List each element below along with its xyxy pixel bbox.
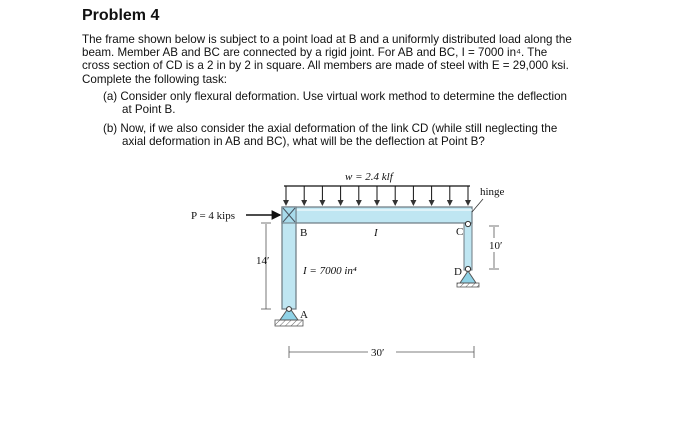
dimension-height-cd (488, 226, 512, 269)
dim-14-label: 14′ (256, 255, 270, 267)
load-p-label: P = 4 kips (191, 210, 235, 222)
problem-title: Problem 4 (82, 7, 160, 24)
column-i-label: I = 7000 in⁴ (303, 265, 357, 277)
dim-30-label: 30′ (371, 347, 385, 359)
hinge-label: hinge (480, 186, 505, 198)
point-b-label: B (300, 227, 308, 239)
support-a (275, 307, 303, 326)
dimension-height-ab (256, 223, 271, 309)
distributed-load-arrows (286, 186, 468, 205)
intro-line-1: The frame shown below is subject to a point load at B and a uniformly distributed load along the (82, 33, 572, 46)
task-b-line-1: (b) Now, if we also consider the axial deformation of the link CD (while still neglecting the (103, 122, 558, 135)
task-intro: Complete the following task: (82, 73, 227, 86)
point-a-label: A (300, 309, 308, 321)
support-a-ground (275, 320, 303, 326)
support-d-ground (457, 283, 479, 287)
intro-line-3: cross section of CD is a 2 in by 2 in square. All members are made of steel with E = 29,000 ksi. (82, 59, 569, 73)
beam-i-label: I (374, 227, 378, 239)
task-a-line-1: (a) Consider only flexural deformation. Use virtual work method to determine the deflection (103, 90, 567, 103)
dimension-span (289, 345, 474, 359)
load-w-label: w = 2.4 klf (345, 171, 393, 183)
point-c-label: C (456, 226, 464, 238)
distributed-load (284, 171, 470, 205)
dim-10-label: 10′ (489, 240, 503, 252)
hinge-a (287, 307, 292, 312)
link-cd (464, 223, 472, 270)
point-load-p (191, 210, 280, 222)
task-b-line-2: axial deformation in AB and BC), what will be the deflection at Point B? (122, 135, 485, 148)
hinge-pointer (472, 199, 483, 212)
point-d-label: D (454, 266, 462, 278)
intro-line-2: beam. Member AB and BC are connected by a rigid joint. For AB and BC, I = 7000 in⁴. The (82, 46, 548, 60)
hinge-c (465, 221, 470, 226)
support-d-triangle (460, 271, 476, 283)
task-a-line-2: at Point B. (122, 103, 176, 116)
